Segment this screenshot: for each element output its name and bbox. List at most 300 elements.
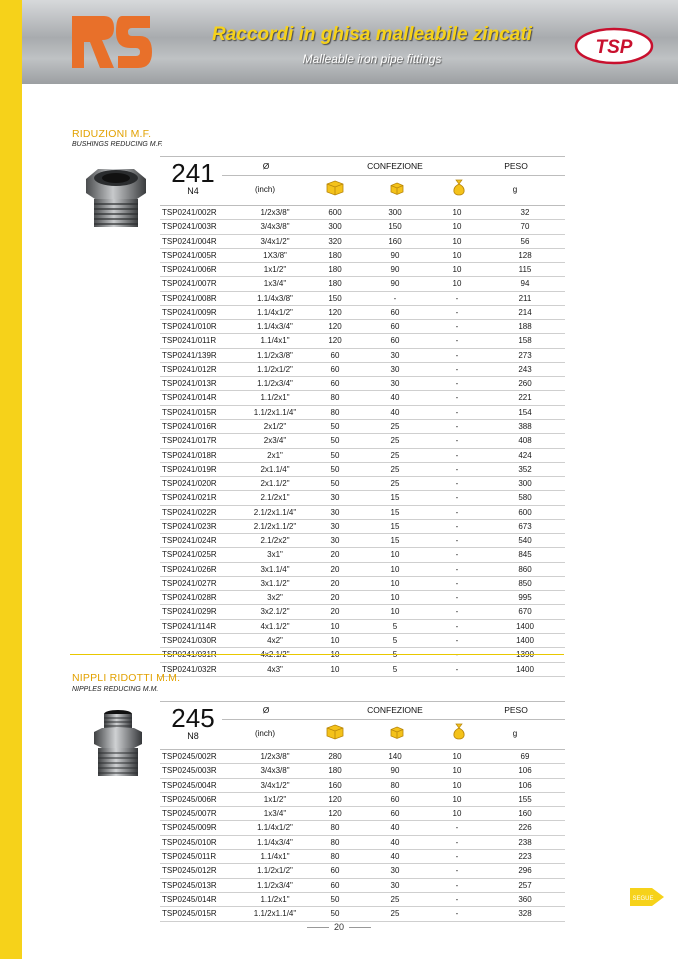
pack-bag: - <box>455 436 459 446</box>
table-row <box>160 907 565 921</box>
pack-large: 10 <box>330 664 340 674</box>
pack-large: 20 <box>330 550 340 560</box>
item-weight: 1400 <box>516 664 534 674</box>
item-size: 3/4x3/8" <box>260 766 290 776</box>
item-size: 1.1/2x1.1/4" <box>253 909 297 919</box>
table-row <box>160 249 565 263</box>
item-code: TSP0241/008R <box>162 293 217 303</box>
item-code: TSP0241/010R <box>162 322 217 332</box>
table-row <box>160 864 565 878</box>
item-code: TSP0241/004R <box>162 236 217 246</box>
pack-small: 40 <box>390 407 400 417</box>
item-code: TSP0241/016R <box>162 421 217 431</box>
pack-bag: - <box>455 493 459 503</box>
pack-small: 30 <box>390 350 400 360</box>
item-weight: 94 <box>520 279 530 289</box>
pack-bag: - <box>455 866 459 876</box>
item-code: TSP0241/030R <box>162 635 217 645</box>
item-size: 2.1/2x1.1/2" <box>253 521 297 531</box>
item-weight: 238 <box>518 837 532 847</box>
small-box-icon <box>390 726 404 739</box>
pack-bag: - <box>455 852 459 862</box>
item-weight: 128 <box>518 250 532 260</box>
pack-large: 120 <box>328 307 342 317</box>
table-row <box>160 779 565 793</box>
item-size: 1.1/2x3/4" <box>257 379 293 389</box>
item-weight: 1400 <box>516 621 534 631</box>
item-code: TSP0241/029R <box>162 607 217 617</box>
pack-small: 10 <box>390 550 400 560</box>
item-weight: 32 <box>520 208 530 217</box>
pack-large: 20 <box>330 578 340 588</box>
section1-code: 241 <box>171 158 215 188</box>
table-row <box>160 406 565 420</box>
table-row <box>160 506 565 520</box>
page-number: 20 <box>300 922 378 932</box>
item-weight: 408 <box>518 436 532 446</box>
large-box-icon <box>326 724 344 740</box>
section2-table <box>160 750 565 922</box>
item-size: 2x3/4" <box>263 436 287 446</box>
section2-code-sub: N8 <box>187 731 199 741</box>
item-code: TSP0241/002R <box>162 208 217 217</box>
pack-large: 150 <box>328 293 342 303</box>
item-code: TSP0241/026R <box>162 564 217 574</box>
item-weight: 670 <box>518 607 532 617</box>
pack-bag: - <box>455 322 459 332</box>
item-weight: 226 <box>518 823 532 833</box>
item-weight: 257 <box>518 880 532 890</box>
pack-large: 50 <box>330 421 340 431</box>
pack-large: 20 <box>330 593 340 603</box>
section1-table <box>160 206 565 677</box>
pack-large: 60 <box>330 364 340 374</box>
pack-large: 120 <box>328 336 342 346</box>
pack-large: 80 <box>330 407 340 417</box>
pack-small: 60 <box>390 336 400 346</box>
table-row <box>160 807 565 821</box>
pack-large: 80 <box>330 823 340 833</box>
pack-bag: - <box>455 578 459 588</box>
table-row <box>160 349 565 363</box>
item-code: TSP0245/003R <box>162 766 217 776</box>
pack-small: 15 <box>390 493 400 503</box>
item-code: TSP0241/003R <box>162 222 217 232</box>
pack-bag: - <box>455 536 459 546</box>
item-size: 3x2.1/2" <box>260 607 290 617</box>
table-row <box>160 836 565 850</box>
pack-large: 60 <box>330 880 340 890</box>
next-page-label: SEGUE <box>632 896 654 902</box>
item-size: 1.1/4x3/8" <box>257 293 293 303</box>
item-size: 1.1/2x1.1/4" <box>253 407 297 417</box>
pack-large: 160 <box>328 780 342 790</box>
item-code: TSP0241/018R <box>162 450 217 460</box>
section1-code-sub: N4 <box>187 186 199 196</box>
section-divider <box>70 654 564 655</box>
item-size: 4x1.1/2" <box>260 621 290 631</box>
pack-bag: 10 <box>452 208 462 217</box>
pack-small: 90 <box>390 250 400 260</box>
pack-large: 80 <box>330 852 340 862</box>
item-weight: 300 <box>518 479 532 489</box>
item-code: TSP0245/015R <box>162 909 217 919</box>
table-row <box>160 277 565 291</box>
pack-large: 20 <box>330 564 340 574</box>
pack-bag: - <box>455 880 459 890</box>
pack-small: 60 <box>390 307 400 317</box>
table-row <box>160 793 565 807</box>
pack-bag: - <box>455 350 459 360</box>
section1-inch-head: (inch) <box>254 185 275 194</box>
table-row <box>160 449 565 463</box>
pack-bag: - <box>455 909 459 919</box>
item-weight: 352 <box>518 464 532 474</box>
section2-confezione-head: CONFEZIONE <box>367 705 423 715</box>
pack-small: 40 <box>390 837 400 847</box>
pack-large: 10 <box>330 621 340 631</box>
pack-bag: - <box>455 293 459 303</box>
pack-small: 90 <box>390 265 400 275</box>
item-code: TSP0241/019R <box>162 464 217 474</box>
section1-code-box <box>164 160 222 197</box>
header-title: Raccordi in ghisa malleabile zincati <box>212 24 532 45</box>
table-row <box>160 320 565 334</box>
table-row <box>160 648 565 662</box>
pack-large: 600 <box>328 208 342 217</box>
section1-confezione-head: CONFEZIONE <box>367 161 423 171</box>
pack-large: 80 <box>330 393 340 403</box>
item-size: 4x3" <box>267 664 283 674</box>
table-row <box>160 263 565 277</box>
pack-small: 60 <box>390 794 400 804</box>
pack-small: 25 <box>390 894 400 904</box>
section2-subtitle: NIPPLES REDUCING M.M. <box>72 686 159 693</box>
pack-bag: - <box>455 607 459 617</box>
item-weight: 221 <box>518 393 532 403</box>
table-row <box>160 434 565 448</box>
item-size: 3/4x1/2" <box>260 780 290 790</box>
item-code: TSP0241/025R <box>162 550 217 560</box>
pack-bag: - <box>455 664 459 674</box>
pack-bag: - <box>455 379 459 389</box>
item-size: 1.1/4x1/2" <box>257 823 293 833</box>
small-box-icon <box>390 182 404 195</box>
item-size: 1/2x3/8" <box>260 208 290 217</box>
item-code: TSP0241/023R <box>162 521 217 531</box>
pack-large: 180 <box>328 250 342 260</box>
tsp-logo-text: TSP <box>595 37 633 58</box>
item-size: 3x1.1/2" <box>260 578 290 588</box>
table-row <box>160 605 565 619</box>
table-row <box>160 292 565 306</box>
pack-bag: - <box>455 507 459 517</box>
section2-top-rule <box>160 701 565 702</box>
table-row <box>160 750 565 764</box>
item-code: TSP0241/009R <box>162 307 217 317</box>
pack-bag: - <box>455 336 459 346</box>
pack-large: 120 <box>328 322 342 332</box>
item-code: TSP0241/013R <box>162 379 217 389</box>
item-weight: 296 <box>518 866 532 876</box>
item-weight: 188 <box>518 322 532 332</box>
item-size: 1.1/2x3/8" <box>257 350 293 360</box>
item-code: TSP0245/013R <box>162 880 217 890</box>
pack-bag: - <box>455 464 459 474</box>
item-weight: 70 <box>520 222 530 232</box>
pack-small: 80 <box>390 780 400 790</box>
pack-small: 25 <box>390 450 400 460</box>
item-code: TSP0245/014R <box>162 894 217 904</box>
item-weight: 540 <box>518 536 532 546</box>
table-row <box>160 220 565 234</box>
pack-small: 60 <box>390 809 400 819</box>
item-size: 1.1/2x1" <box>260 393 290 403</box>
table-row <box>160 548 565 562</box>
section2-head-rule <box>222 719 565 720</box>
pack-large: 300 <box>328 222 342 232</box>
pack-small: 15 <box>390 507 400 517</box>
pack-bag: - <box>455 521 459 531</box>
item-size: 3x1.1/4" <box>260 564 290 574</box>
pack-bag: 10 <box>452 809 462 819</box>
item-weight: 860 <box>518 564 532 574</box>
pack-small: 25 <box>390 464 400 474</box>
table-row <box>160 391 565 405</box>
pack-small: 300 <box>388 208 402 217</box>
pack-large: 30 <box>330 493 340 503</box>
pack-large: 50 <box>330 479 340 489</box>
pack-small: 30 <box>390 379 400 389</box>
item-size: 1.1/4x3/4" <box>257 837 293 847</box>
section2-code: 245 <box>171 703 215 733</box>
pack-small: 140 <box>388 752 402 761</box>
pack-large: 50 <box>330 450 340 460</box>
section1-title: RIDUZIONI M.F. <box>72 128 152 140</box>
pack-bag: - <box>455 564 459 574</box>
item-weight: 600 <box>518 507 532 517</box>
side-accent-bar <box>0 0 22 959</box>
section1-diameter-head: Ø <box>262 161 270 171</box>
item-weight: 260 <box>518 379 532 389</box>
item-weight: 243 <box>518 364 532 374</box>
section1-grams-head: g <box>512 185 518 194</box>
item-size: 2.1/2x1.1/4" <box>253 507 297 517</box>
large-box-icon <box>326 180 344 196</box>
pack-large: 120 <box>328 809 342 819</box>
pack-small: 150 <box>388 222 402 232</box>
item-size: 2x1/2" <box>263 421 287 431</box>
table-row <box>160 477 565 491</box>
item-code: TSP0245/002R <box>162 752 217 761</box>
pack-bag: 10 <box>452 250 462 260</box>
item-code: TSP0241/020R <box>162 479 217 489</box>
item-code: TSP0241/005R <box>162 250 217 260</box>
header-subtitle: Malleable iron pipe fittings <box>302 52 442 66</box>
pack-small: 10 <box>390 607 400 617</box>
pack-bag: 10 <box>452 780 462 790</box>
pack-bag: 10 <box>452 236 462 246</box>
item-size: 1x3/4" <box>263 809 287 819</box>
item-weight: 106 <box>518 780 532 790</box>
item-size: 1/2x3/8" <box>260 752 290 761</box>
item-weight: 388 <box>518 421 532 431</box>
table-row <box>160 821 565 835</box>
pack-small: 25 <box>390 436 400 446</box>
pack-small: 25 <box>390 909 400 919</box>
item-size: 1.1/2x1/2" <box>257 866 293 876</box>
pack-bag: 10 <box>452 279 462 289</box>
item-code: TSP0241/015R <box>162 407 217 417</box>
pack-bag: - <box>455 479 459 489</box>
table-row <box>160 764 565 778</box>
item-size: 2x1" <box>267 450 283 460</box>
item-code: TSP0241/114R <box>162 621 217 631</box>
item-weight: 328 <box>518 909 532 919</box>
item-code: TSP0241/024R <box>162 536 217 546</box>
pack-small: 15 <box>390 536 400 546</box>
pack-bag: - <box>455 894 459 904</box>
table-row <box>160 420 565 434</box>
pack-bag: - <box>455 364 459 374</box>
pack-bag: - <box>455 550 459 560</box>
table-row <box>160 563 565 577</box>
pack-small: 90 <box>390 766 400 776</box>
item-size: 1.1/2x1" <box>260 894 290 904</box>
pack-large: 30 <box>330 507 340 517</box>
item-size: 2.1/2x1" <box>260 493 290 503</box>
table-row <box>160 206 565 220</box>
pack-large: 30 <box>330 536 340 546</box>
table-row <box>160 534 565 548</box>
pack-bag: - <box>455 450 459 460</box>
pack-large: 280 <box>328 752 342 761</box>
pack-large: 20 <box>330 607 340 617</box>
item-weight: 158 <box>518 336 532 346</box>
item-size: 2.1/2x2" <box>260 536 290 546</box>
pack-small: 5 <box>392 635 398 645</box>
pack-small: 5 <box>392 621 398 631</box>
nipple-product-image <box>86 708 150 778</box>
pack-bag: 10 <box>452 766 462 776</box>
table-row <box>160 893 565 907</box>
pack-large: 50 <box>330 436 340 446</box>
pack-small: 40 <box>390 852 400 862</box>
item-size: 1x1/2" <box>263 794 287 804</box>
item-weight: 424 <box>518 450 532 460</box>
item-code: TSP0241/012R <box>162 364 217 374</box>
item-size: 2x1.1/2" <box>260 479 290 489</box>
item-code: TSP0241/028R <box>162 593 217 603</box>
item-weight: 115 <box>518 265 532 275</box>
item-size: 1X3/8" <box>263 250 287 260</box>
item-weight: 850 <box>518 578 532 588</box>
item-weight: 154 <box>518 407 532 417</box>
table-row <box>160 235 565 249</box>
table-row <box>160 879 565 893</box>
item-weight: 214 <box>518 307 532 317</box>
table-row <box>160 463 565 477</box>
table-row <box>160 363 565 377</box>
item-size: 3/4x3/8" <box>260 222 290 232</box>
item-code: TSP0245/004R <box>162 780 217 790</box>
item-size: 3x2" <box>267 593 283 603</box>
pack-bag: 10 <box>452 222 462 232</box>
section1-top-rule <box>160 156 565 157</box>
table-row <box>160 850 565 864</box>
item-size: 1.1/2x3/4" <box>257 880 293 890</box>
pack-large: 120 <box>328 794 342 804</box>
pack-bag: 10 <box>452 265 462 275</box>
pack-large: 60 <box>330 350 340 360</box>
pack-bag: - <box>455 593 459 603</box>
table-row <box>160 634 565 648</box>
section2-diameter-head: Ø <box>262 705 270 715</box>
pack-large: 180 <box>328 766 342 776</box>
pack-small: 30 <box>390 364 400 374</box>
item-size: 1.1/4x1/2" <box>257 307 293 317</box>
item-code: TSP0241/032R <box>162 664 217 674</box>
section1-peso-head: PESO <box>504 161 528 171</box>
pack-large: 10 <box>330 635 340 645</box>
table-row <box>160 334 565 348</box>
pack-bag: 10 <box>452 794 462 804</box>
item-code: TSP0241/014R <box>162 393 217 403</box>
table-row <box>160 377 565 391</box>
item-weight: 69 <box>520 752 530 761</box>
pack-bag: - <box>455 823 459 833</box>
item-code: TSP0245/012R <box>162 866 217 876</box>
bag-icon <box>452 723 466 740</box>
section2-title: NIPPLI RIDOTTI M.M. <box>72 672 181 684</box>
item-size: 1x1/2" <box>263 265 287 275</box>
pack-small: 40 <box>390 393 400 403</box>
item-code: TSP0245/006R <box>162 794 217 804</box>
pack-bag: 10 <box>452 752 462 761</box>
item-weight: 360 <box>518 894 532 904</box>
pack-large: 180 <box>328 279 342 289</box>
pack-bag: - <box>455 837 459 847</box>
pack-large: 80 <box>330 837 340 847</box>
pack-small: 10 <box>390 564 400 574</box>
pack-bag: - <box>455 621 459 631</box>
item-size: 1.1/4x1" <box>260 852 290 862</box>
item-size: 1.1/4x1" <box>260 336 290 346</box>
pack-large: 320 <box>328 236 342 246</box>
next-page-arrow-icon[interactable] <box>630 886 664 908</box>
item-weight: 673 <box>518 521 532 531</box>
item-size: 4x2" <box>267 635 283 645</box>
pack-small: 60 <box>390 322 400 332</box>
section2-code-box <box>164 705 222 742</box>
pack-small: 30 <box>390 880 400 890</box>
item-weight: 995 <box>518 593 532 603</box>
pack-small: 90 <box>390 279 400 289</box>
pack-large: 50 <box>330 894 340 904</box>
item-code: TSP0245/011R <box>162 852 217 862</box>
item-code: TSP0241/027R <box>162 578 217 588</box>
item-weight: 273 <box>518 350 532 360</box>
item-size: 3/4x1/2" <box>260 236 290 246</box>
section1-head-rule <box>222 175 565 176</box>
item-code: TSP0241/006R <box>162 265 217 275</box>
pack-small: 160 <box>388 236 402 246</box>
item-code: TSP0241/021R <box>162 493 217 503</box>
table-row <box>160 306 565 320</box>
pack-small: 10 <box>390 578 400 588</box>
item-size: 3x1" <box>267 550 283 560</box>
item-size: 1.1/2x1/2" <box>257 364 293 374</box>
